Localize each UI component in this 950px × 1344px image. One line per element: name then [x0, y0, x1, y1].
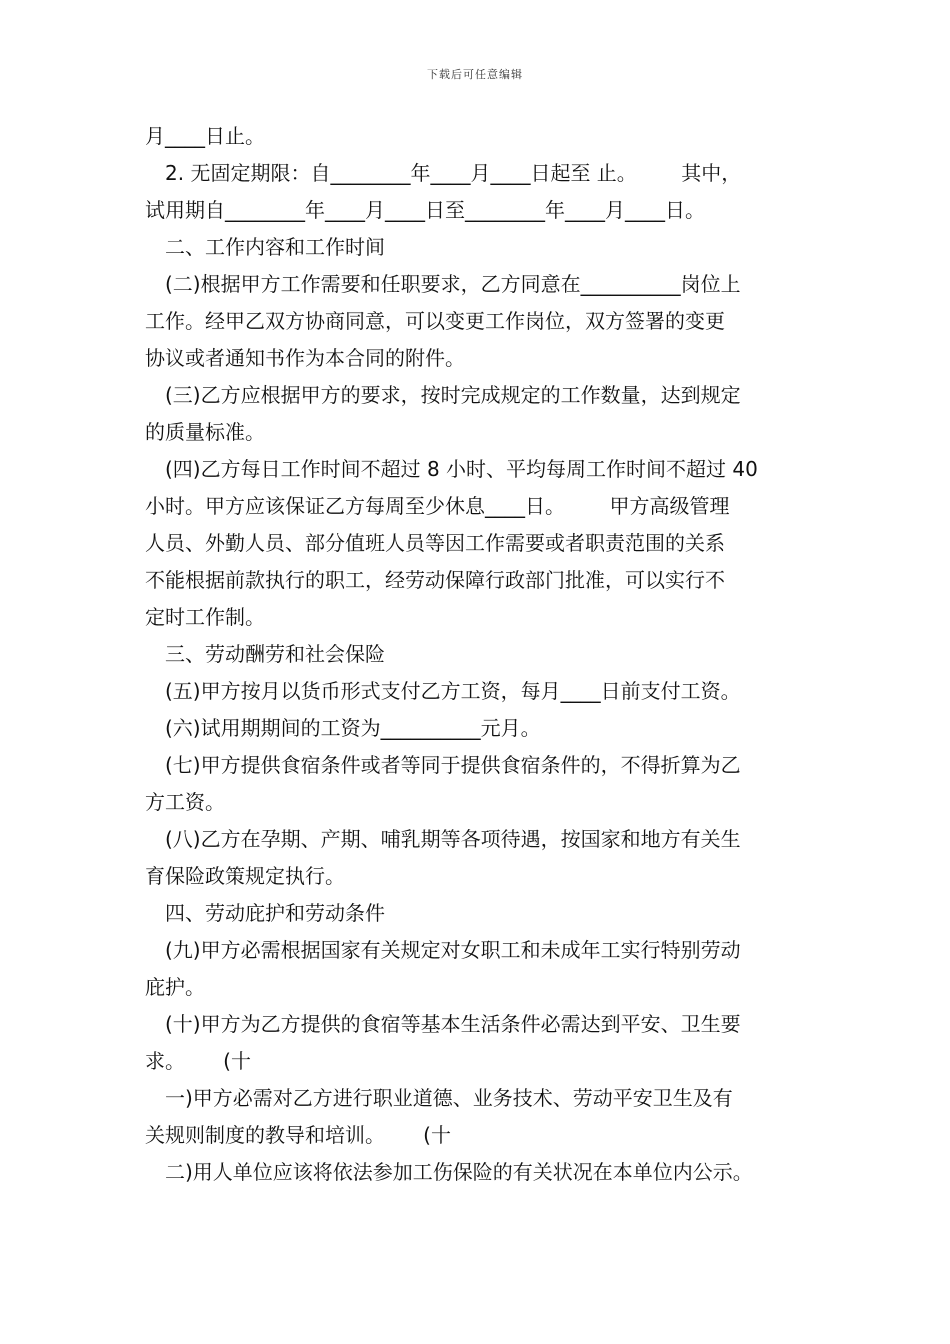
text-line: (九)甲方必需根据国家有关规定对女职工和未成年工实行特别劳动 — [165, 938, 741, 962]
text-line: 关规则制度的教导和培训。 (十 — [145, 1123, 451, 1147]
text-line: 庇护。 — [145, 975, 205, 999]
page-header: 下载后可任意编辑 — [427, 68, 523, 81]
text-line: 三、劳动酬劳和社会保险 — [165, 642, 385, 666]
text-line: (二)根据甲方工作需要和任职要求，乙方同意在__________岗位上 — [165, 272, 741, 296]
text-line: 不能根据前款执行的职工，经劳动保障行政部门批准，可以实行不 — [145, 568, 725, 592]
text-line: 试用期自________年____月____日至________年____月____日。 — [145, 198, 705, 222]
text-line: 方工资。 — [145, 790, 225, 814]
text-line: 月____日止。 — [145, 124, 265, 148]
text-line: 小时。甲方应该保证乙方每周至少休息____日。 甲方高级管理 — [145, 494, 730, 518]
text-line: (八)乙方在孕期、产期、哺乳期等各项待遇，按国家和地方有关生 — [165, 827, 741, 851]
text-line: 人员、外勤人员、部分值班人员等因工作需要或者职责范围的关系 — [145, 531, 725, 555]
text-line: (三)乙方应根据甲方的要求，按时完成规定的工作数量，达到规定 — [165, 383, 741, 407]
text-line: (六)试用期期间的工资为__________元月。 — [165, 716, 541, 740]
text-line: 2. 无固定期限：自________年____月____日起至 止。 其中， — [165, 161, 742, 185]
text-line: 四、劳动庇护和劳动条件 — [165, 901, 385, 925]
text-line: (五)甲方按月以货币形式支付乙方工资，每月____日前支付工资。 — [165, 679, 741, 703]
text-line: 定时工作制。 — [145, 605, 265, 629]
text-line: 育保险政策规定执行。 — [145, 864, 345, 888]
text-line: 工作。经甲乙双方协商同意，可以变更工作岗位，双方签署的变更 — [145, 309, 725, 333]
text-line: 的质量标准。 — [145, 420, 265, 444]
text-line: 二、工作内容和工作时间 — [165, 235, 385, 259]
text-line: 一)甲方必需对乙方进行职业道德、业务技术、劳动平安卫生及有 — [165, 1086, 733, 1110]
document-body — [145, 118, 815, 1191]
text-line: 协议或者通知书作为本合同的附件。 — [145, 346, 465, 370]
text-line: (四)乙方每日工作时间不超过 8 小时、平均每周工作时间不超过 40 — [165, 457, 758, 481]
text-line: 求。 (十 — [145, 1049, 251, 1073]
text-line: (十)甲方为乙方提供的食宿等基本生活条件必需达到平安、卫生要 — [165, 1012, 741, 1036]
text-line: 二)用人单位应该将依法参加工伤保险的有关状况在本单位内公示。 — [165, 1160, 753, 1184]
text-line: (七)甲方提供食宿条件或者等同于提供食宿条件的，不得折算为乙 — [165, 753, 741, 777]
